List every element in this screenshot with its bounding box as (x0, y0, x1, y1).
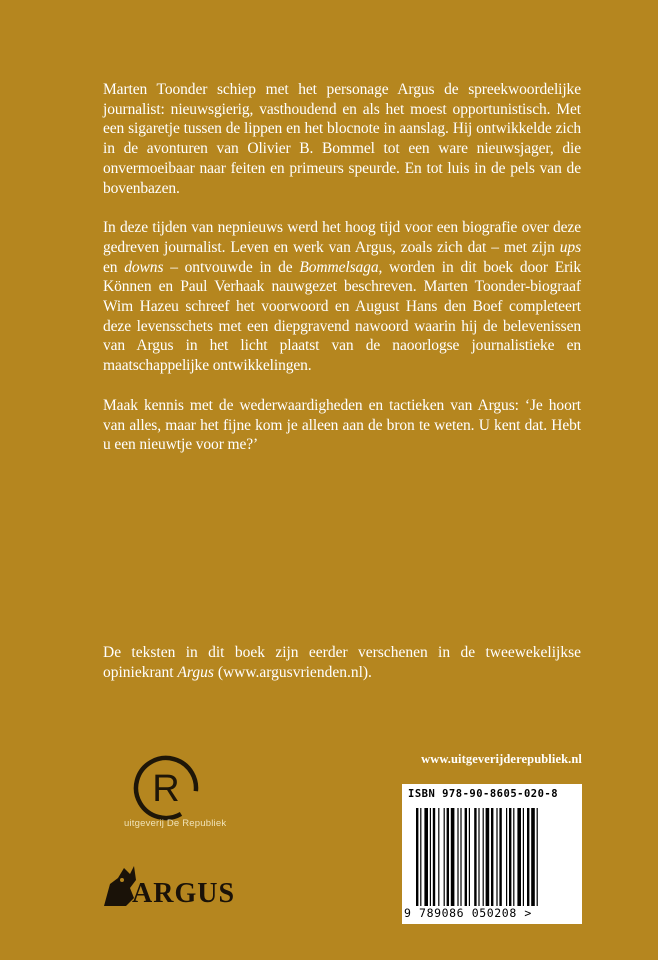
blurb-text: , worden in dit boek door Erik Können en Paul Verhaak nauwgezet beschreven. Marten Toonder-biograaf Wim Hazeu schreef het voorwoord en August Hans den Boef completeert deze levensschets met een diepgravend nawoord waarin hij de belevenissen van Argus in het licht plaatst van de naoorlogse journalistieke en maatschappelijke ontwikkelingen. (103, 258, 581, 375)
isbn-label: ISBN 978-90-8605-020-8 (408, 788, 559, 800)
barcode-bar (527, 808, 529, 906)
barcode-bar (447, 808, 449, 906)
barcode-bar (444, 808, 445, 906)
barcode-bar (513, 808, 514, 906)
barcode-bar (469, 808, 470, 906)
source-note-paragraph (103, 643, 581, 682)
blurb-text: – ontvouwde in de (163, 258, 300, 276)
barcode-bar (416, 808, 418, 906)
barcode-bar (424, 808, 428, 906)
barcode-bar (486, 808, 490, 906)
blurb-paragraph-1: Marten Toonder schiep met het personage Argus de spreekwoordelijke journalist: nieuwsgierig, vasthoudend en als het moest opportunistisch. Met een sigaretje tussen de lippen en het blocnote in aanslag. Hij ontwikkelde zich in de avonturen van Olivier B. Bommel tot een ware nieuwsjager, die onvermoeibaar naar feiten en primeurs speurde. En tot luis in de pels van de bovenbazen. (103, 81, 581, 197)
publisher-logo-icon (132, 754, 200, 822)
note-text: De teksten in dit boek zijn eerder verschenen in de tweewekelijkse opiniekrant (103, 644, 581, 681)
barcode-bar (531, 808, 535, 906)
source-note (103, 643, 581, 682)
barcode-bars (416, 808, 568, 906)
publisher-name: uitgeverij De Republiek (124, 818, 227, 829)
barcode-bar (491, 808, 493, 906)
barcode-digits: 9 789086 050208 > (404, 906, 532, 920)
blurb-emphasis-ups: ups (559, 238, 581, 256)
argus-logo-text: ARGUS (132, 878, 236, 909)
barcode-bar (433, 808, 435, 906)
barcode-bar (420, 808, 421, 906)
barcode-bar (465, 808, 467, 906)
publisher-website: www.uitgeverijderepubliek.nl (421, 752, 582, 766)
publisher-logo-letter: R (152, 768, 180, 810)
barcode-bar (457, 808, 458, 906)
barcode-bar (460, 808, 461, 906)
barcode-bar (499, 808, 501, 906)
blurb-text: In deze tijden van nepnieuws werd het hoog tijd voor een biografie over deze gedreven journalist. Leven en werk van Argus, zoals zich dat – met zijn (103, 219, 581, 256)
blurb-emphasis-bommelsaga: Bommelsaga (299, 258, 379, 276)
note-text: (www.argusvrienden.nl). (213, 663, 372, 681)
blurb-text: en (103, 258, 125, 276)
barcode-bar (474, 808, 476, 906)
barcode-bar (537, 808, 538, 906)
barcode-bar (506, 808, 507, 906)
blurb-paragraph-2 (103, 218, 581, 376)
blurb-emphasis-downs: downs (124, 258, 164, 276)
barcode-bar (509, 808, 511, 906)
barcode-bar (438, 808, 439, 906)
barcode-bar (478, 808, 479, 906)
barcode-bar (430, 808, 431, 906)
barcode-bar (523, 808, 524, 906)
barcode-bar (517, 808, 521, 906)
blurb-paragraph-3: Maak kennis met de wederwaardigheden en tactieken van Argus: ‘Je hoort van alles, maar het fijne kom je alleen aan de bron te weten. U kent dat. Hebt u een nieuwtje voor me?’ (103, 396, 581, 454)
barcode-bar (451, 808, 455, 906)
note-emphasis-argus: Argus (177, 663, 214, 681)
isbn-barcode (402, 784, 582, 924)
back-cover-blurb (103, 80, 581, 475)
barcode-bar (483, 808, 484, 906)
barcode-bar (496, 808, 497, 906)
